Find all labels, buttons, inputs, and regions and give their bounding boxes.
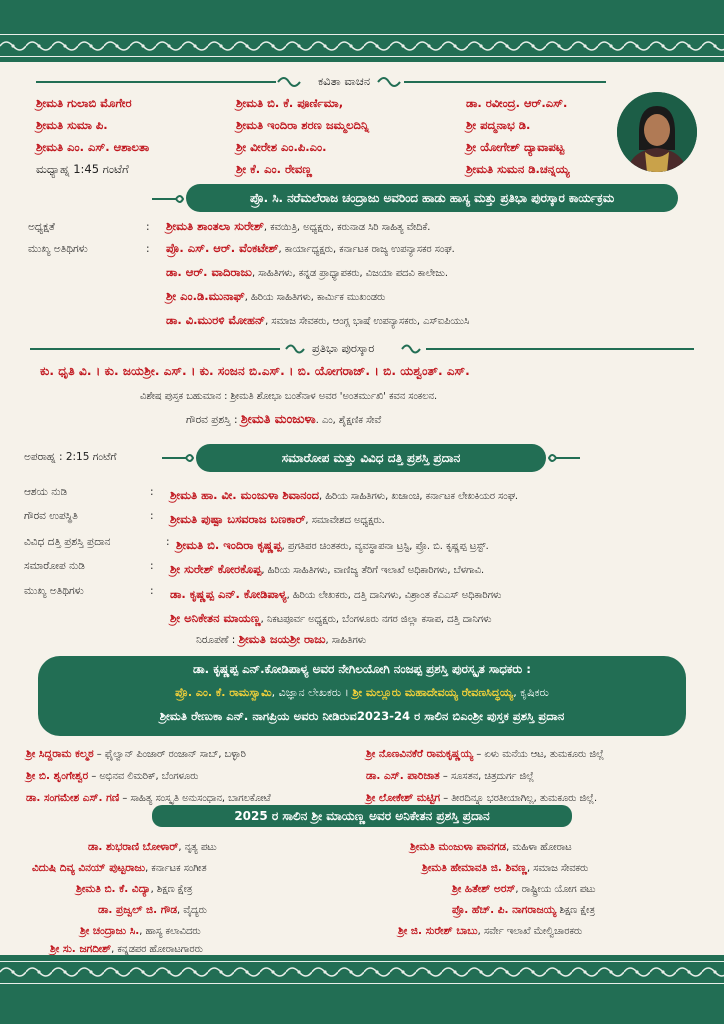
program-role: ಮುಖ್ಯ ಅತಿಥಿಗಳು bbox=[28, 243, 88, 255]
scroll-ornament-icon bbox=[276, 74, 302, 90]
mayanna-awardee: ವಿದುಷಿ ದಿವ್ಯ ವಿನಯ್ ಪುಟ್ಟರಾಜು, ಕರ್ನಾಟಕ ಸಂಗೀತ bbox=[32, 862, 207, 874]
bmshree-awardee: ಶ್ರೀ ಲೋಕೇಶ್ ಮಟ್ಟಿಗ – ತೀರದಿನ್ನೂ ಭರತೀಯಾಗಿಲ್ಲ, ತುಮಕೂರು ಜಿಲ್ಲೆ. bbox=[366, 792, 598, 804]
program-entry: ಡಾ. ವಿ.ಮುರಳಿ ಮೋಹನ್, ಸಮಾಜ ಸೇವಕರು, ಆಂಗ್ಲ ಭಾಷೆ ಉಪನ್ಯಾಸಕರು, ಎಸ್‌ಐಪಿಯುಸಿ bbox=[166, 313, 470, 327]
samarop-time: ಅಪರಾಹ್ನ : 2:15 ಗಂಟೆಗೆ bbox=[24, 451, 117, 463]
mayanna-awardee: ಡಾ. ಶುಭರಾಣಿ ಬೋಳಾರ್, ನೃತ್ಯ ಪಟು bbox=[88, 841, 217, 853]
samarop-entry: ಶ್ರೀ ಅನಿಕೇತನ ಮಾಯಣ್ಣ, ನಿಕಟಪೂರ್ವ ಅಧ್ಯಕ್ಷರು, ಬೆಂಗಳೂರು ನಗರ ಜಿಲ್ಲಾ ಕಸಾಪ, ದತ್ತಿ ದಾನಿಗಳು bbox=[170, 611, 492, 625]
kavita-poet: ಶ್ರೀಮತಿ ಇಂದಿರಾ ಶರಣ ಜಮ್ಮಲದಿನ್ನಿ bbox=[236, 118, 369, 132]
bmshree-awardee: ಶ್ರೀ ಬಿ. ಶೃಂಗೇಶ್ವರ – ಅಭಿನವ ಲಿಮರಿಕ್, ಬೆಂಗಳೂರು bbox=[26, 770, 199, 782]
samarop-sep: : bbox=[150, 585, 154, 597]
samarop-banner: ಸಮಾರೋಪ ಮತ್ತು ವಿವಿಧ ದತ್ತಿ ಪ್ರಶಸ್ತಿ ಪ್ರದಾನ bbox=[196, 444, 546, 472]
kavita-poet: ಶ್ರೀಮತಿ ಸುಮಾ ಪಿ. bbox=[36, 118, 108, 132]
samarop-entry: ಶ್ರೀಮತಿ ಬಿ. ಇಂದಿರಾ ಕೃಷ್ಣಪ್ಪ, ಪ್ರಗತಿಪರ ಚಿಂತಕರು, ವ್ಯವಸ್ಥಾಪನಾ ಟ್ರಸ್ಟಿ, ಪ್ರೊ. ಬಿ. ಕೃಷ್ಣಪ್ಪ ಟ್ರಸ್ಟ್. bbox=[176, 538, 489, 552]
mayanna-awardee: ಶ್ರೀಮತಿ ಹೇಮಾವತಿ ಜಿ. ಶಿವಣ್ಣ, ಸಮಾಜ ಸೇವಕರು bbox=[422, 862, 589, 874]
samarop-sep: : bbox=[150, 486, 154, 498]
kavita-heading: ಕವಿತಾ ವಾಚನ bbox=[318, 74, 371, 88]
program-role: ಅಧ್ಯಕ್ಷತೆ bbox=[28, 221, 55, 233]
kavita-vachana-header bbox=[36, 74, 606, 88]
program-entry: ಶ್ರೀ ಎಂ.ಡಿ.ಮುನಾಫ್, ಹಿರಿಯ ಸಾಹಿತಿಗಳು, ಕಾರ್ಮಿಕ ಮುಖಂಡರು bbox=[166, 289, 386, 303]
pratibha-awardees: ಕು. ಧೃತಿ ವಿ. । ಕು. ಜಯಶ್ರೀ. ಎಸ್. । ಕು. ಸಂಜನ ಬಿ.ಎಸ್. । ಬಿ. ಯೋಗರಾಜ್. । ಬಿ. ಯಶ್ವಂತ್. ಎಸ್. bbox=[40, 364, 470, 378]
kavita-poet: ಶ್ರೀಮತಿ ಎಂ. ಎಸ್. ಆಶಾಲತಾ bbox=[36, 140, 150, 154]
program-sep: : bbox=[146, 243, 150, 255]
program-entry: ಡಾ. ಆರ್. ವಾದಿರಾಜು, ಸಾಹಿತಿಗಳು, ಕನ್ನಡ ಪ್ರಾಧ್ಯಾಪಕರು, ವಿಜಯಾ ಪದವಿ ಕಾಲೇಜು. bbox=[166, 265, 449, 279]
kodipalya-line-3: ಶ್ರೀಮತಿ ರೇಣುಕಾ ಎನ್. ನಾಗಪ್ರಿಯ ಅವರು ನೀಡಿರುವ2023-24 ರ ಸಾಲಿನ ಬಿಎಂಶ್ರೀ ಪುಸ್ತಕ ಪ್ರಶಸ್ತಿ ಪ್ರದಾನ bbox=[159, 709, 565, 723]
program-entry: ಪ್ರೊ. ಎಸ್. ಆರ್. ವೆಂಕಟೇಶ್, ಕಾರ್ಯಾಧ್ಯಕ್ಷರು, ಕರ್ನಾಟಕ ರಾಜ್ಯ ಉಪನ್ಯಾಸಕರ ಸಂಘ. bbox=[166, 241, 455, 255]
mayanna-awardee: ಶ್ರೀ ಸು. ಜಗದೀಶ್, ಕನ್ನಡಪರ ಹೋರಾಟಗಾರರು bbox=[50, 943, 203, 955]
program-entry: ಶ್ರೀಮತಿ ಶಾಂತಲಾ ಸುರೇಶ್, ಕವಯಿತ್ರಿ, ಅಧ್ಯಕ್ಷರು, ಕರುನಾಡ ಸಿರಿ ಸಾಹಿತ್ಯ ವೇದಿಕೆ. bbox=[166, 219, 431, 233]
mayanna-awardee: ಪ್ರೊ. ಹೆಚ್. ಪಿ. ನಾಗರಾಜಯ್ಯ ಶಿಕ್ಷಣ ಕ್ಷೇತ್ರ bbox=[452, 904, 595, 916]
mayanna-award-banner: 2025 ರ ಸಾಲಿನ ಶ್ರೀ ಮಾಯಣ್ಣ ಅವರ ಅನಿಕೇತನ ಪ್ರಶಸ್ತಿ ಪ್ರದಾನ bbox=[152, 805, 572, 827]
mayanna-awardee: ಶ್ರೀ ಹಿತೇಶ್ ಅರಸ್, ರಾಷ್ಟ್ರೀಯ ಯೋಗ ಪಟು bbox=[452, 883, 596, 895]
samarop-sep: : bbox=[150, 560, 154, 572]
mayanna-awardee: ಶ್ರೀ ಚಂದ್ರಾಜು ಸಿ., ಹಾಸ್ಯ ಕಲಾವಿದರು bbox=[80, 925, 201, 937]
honour-award: ಗೌರವ ಪ್ರಶಸ್ತಿ : ಶ್ರೀಮತಿ ಮಂಜುಳಾ. ಎಂ, ಶೈಕ್ಷಣಿಕ ಸೇವೆ bbox=[186, 411, 382, 426]
speaker-portrait bbox=[617, 92, 697, 172]
scroll-ornament-icon bbox=[548, 451, 580, 465]
kavita-poet: ಡಾ. ರವೀಂದ್ರ. ಆರ್.ಎಸ್. bbox=[466, 96, 568, 110]
bmshree-awardee: ಡಾ. ಸಂಗಮೇಶ ಎಸ್. ಗಣಿ – ಸಾಹಿತ್ಯ ಸಂಸ್ಕೃತಿ ಅನುಸಂಧಾನ, ಬಾಗಲಕೋಟೆ bbox=[26, 792, 271, 804]
kavita-poet: ಶ್ರೀಮತಿ ಗುಲಾಬಿ ಮೊಗೇರ bbox=[36, 96, 132, 110]
scroll-ornament-icon bbox=[376, 74, 402, 90]
samarop-entry: ಶ್ರೀಮತಿ ಪುಷ್ಪಾ ಬಸವರಾಜ ಬಣಕಾರ್, ಸಮಾವೇಶದ ಅಧ್ಯಕ್ಷರು. bbox=[170, 512, 385, 526]
samarop-sep: : bbox=[166, 536, 170, 548]
mayanna-awardee: ಶ್ರೀಮತಿ ಬಿ. ಕೆ. ವಿದ್ಯಾ, ಶಿಕ್ಷಣ ಕ್ಷೇತ್ರ bbox=[76, 883, 193, 895]
bmshree-awardee: ಶ್ರೀ ಸಿದ್ದರಾಮ ಕಲ್ಮಠ – ಫೈಲ್ವಾನ್ ಪಿಂಜಾರ್ ರಂಜಾನ್ ಸಾಬ್, ಬಳ್ಳಾರಿ bbox=[26, 748, 246, 760]
niroopane: ನಿರೂಪಣೆ : ಶ್ರೀಮತಿ ಜಯಶ್ರೀ ರಾಜು, ಸಾಹಿತಿಗಳು bbox=[196, 632, 367, 646]
scroll-ornament-icon bbox=[152, 192, 184, 206]
top-border-pattern bbox=[0, 38, 724, 52]
scroll-ornament-icon bbox=[400, 341, 422, 357]
samarop-role: ಆಶಯ ನುಡಿ bbox=[24, 486, 68, 498]
scroll-ornament-icon bbox=[284, 341, 306, 357]
mayanna-awardee: ಶ್ರೀ ಜಿ. ಸುರೇಶ್ ಬಾಬು, ಸರ್ವೇ ಇಲಾಖೆ ಮೇಲ್ವಿಚಾರಕರು bbox=[398, 925, 583, 937]
kavita-poet: ಶ್ರೀ ಪದ್ಮನಾಭ ಡಿ. bbox=[466, 118, 531, 132]
samarop-role: ವಿವಿಧ ದತ್ತಿ ಪ್ರಶಸ್ತಿ ಪ್ರದಾನ bbox=[24, 536, 111, 548]
kavita-poet: ಶ್ರೀ ಯೋಗೇಶ್ ದ್ಯಾವಾಪಟ್ಟ bbox=[466, 140, 565, 154]
samarop-sep: : bbox=[150, 510, 154, 522]
top-border-band bbox=[0, 0, 724, 62]
samarop-entry: ಡಾ. ಕೃಷ್ಣಪ್ಪ ಎನ್. ಕೋಡಿಪಾಳ್ಯ, ಹಿರಿಯ ಲೇಖಕರು, ದತ್ತಿ ದಾನಿಗಳು, ವಿಶ್ರಾಂತ ಕೆಎಎಸ್ ಅಧಿಕಾರಿಗಳು bbox=[170, 587, 502, 601]
samarop-entry: ಶ್ರೀ ಸುರೇಶ್ ಕೋರಕೊಪ್ಪ, ಹಿರಿಯ ಸಾಹಿತಿಗಳು, ವಾಣಿಜ್ಯ ತೆರಿಗೆ ಇಲಾಖೆ ಅಧಿಕಾರಿಗಳು, ಬೆಳಗಾವಿ. bbox=[170, 562, 485, 576]
mayanna-awardee: ಡಾ. ಪ್ರಜ್ವಲ್ ಜಿ. ಗೌಡ, ವೈದ್ಯರು bbox=[98, 904, 207, 916]
pratibha-header bbox=[30, 341, 694, 355]
book-prize-note: ವಿಶೇಷ ಪುಸ್ತಕ ಬಹುಮಾನ : ಶ್ರೀಮತಿ ಶೋಭಾ ಬಂತೆನಾಳ ಅವರ 'ಅಂತರ್ಮುಖಿ' ಕವನ ಸಂಕಲನ. bbox=[140, 391, 438, 402]
bmshree-awardee: ಶ್ರೀ ನೊಣವಿನಕೆರೆ ರಾಮಕೃಷ್ಣಯ್ಯ – ಏಳು ಮನೆಯ ಆಟ, ತುಮಕೂರು ಜಿಲ್ಲೆ bbox=[366, 748, 604, 760]
samarop-role: ಸಮಾರೋಪ ನುಡಿ bbox=[24, 560, 85, 572]
portrait-icon bbox=[617, 92, 697, 172]
samarop-role: ಗೌರವ ಉಪಸ್ಥಿತಿ bbox=[24, 510, 78, 522]
mayanna-awardee: ಶ್ರೀಮತಿ ಮಂಜುಳಾ ಪಾವಗಡ, ಮಹಿಳಾ ಹೋರಾಟ bbox=[410, 841, 572, 853]
kodipalya-line-2: ಪ್ರೊ. ಎಂ. ಕೆ. ರಾಮಸ್ವಾಮಿ, ವಿಜ್ಞಾನ ಲೇಖಕರು । ಶ್ರೀ ಮಲ್ಲೂರು ಮಹಾದೇವಯ್ಯ ರೇವಣಸಿದ್ಧಯ್ಯ, ಕೃಷಿಕರು bbox=[175, 686, 549, 699]
kodipalya-line-1: ಡಾ. ಕೃಷ್ಣಪ್ಪ ಎನ್.ಕೋಡಿಪಾಳ್ಯ ಅವರ ನೇಗಿಲಯೋಗಿ ನಂಜಪ್ಪ ಪ್ರಶಸ್ತಿ ಪುರಸ್ಕೃತ ಸಾಧಕರು : bbox=[192, 662, 532, 676]
bmshree-awardee: ಡಾ. ಎಸ್. ಪಾರಿಜಾತ – ಸೂಸತನ, ಚಿತ್ರದುರ್ಗ ಜಿಲ್ಲೆ bbox=[366, 770, 534, 782]
pratibha-heading: ಪ್ರತಿಭಾ ಪುರಸ್ಕಾರ bbox=[312, 341, 375, 355]
bottom-border-band bbox=[0, 955, 724, 1024]
kavita-poet: ಶ್ರೀಮತಿ ಸುಮನ ಡಿ.ಚನ್ನಯ್ಯ bbox=[466, 162, 570, 176]
kodipalya-award-box bbox=[38, 656, 686, 736]
kavita-poet: ಶ್ರೀಮತಿ ಬಿ. ಕೆ. ಪೂರ್ಣಿಮಾ, bbox=[236, 96, 344, 110]
program-title-banner: ಪ್ರೊ. ಸಿ. ನರೆಮಲೆರಾಜ ಚಂದ್ರಾಜು ಅವರಿಂದ ಹಾಡು ಹಾಸ್ಯ ಮತ್ತು ಪ್ರತಿಭಾ ಪುರಸ್ಕಾರ ಕಾರ್ಯಕ್ರಮ bbox=[186, 184, 678, 212]
bottom-border-pattern bbox=[0, 964, 724, 978]
kavita-poet: ಶ್ರೀ ವೀರೇಶ ಎಂ.ಪಿ.ಎಂ. bbox=[236, 140, 327, 154]
samarop-entry: ಶ್ರೀಮತಿ ಹಾ. ವೀ. ಮಂಜುಳಾ ಶಿವಾನಂದ, ಹಿರಿಯ ಸಾಹಿತಿಗಳು, ಖಜಾಂಚಿ, ಕರ್ನಾಟಕ ಲೇಖಕಿಯರ ಸಂಘ. bbox=[170, 488, 519, 502]
program-sep: : bbox=[146, 221, 150, 233]
samarop-role: ಮುಖ್ಯ ಅತಿಥಿಗಳು bbox=[24, 585, 84, 597]
scroll-ornament-icon bbox=[162, 451, 194, 465]
kavita-time: ಮಧ್ಯಾಹ್ನ 1:45 ಗಂಟೆಗೆ bbox=[36, 162, 129, 176]
kavita-poet: ಶ್ರೀ ಕೆ. ಎಂ. ರೇವಣ್ಣ bbox=[236, 162, 312, 176]
